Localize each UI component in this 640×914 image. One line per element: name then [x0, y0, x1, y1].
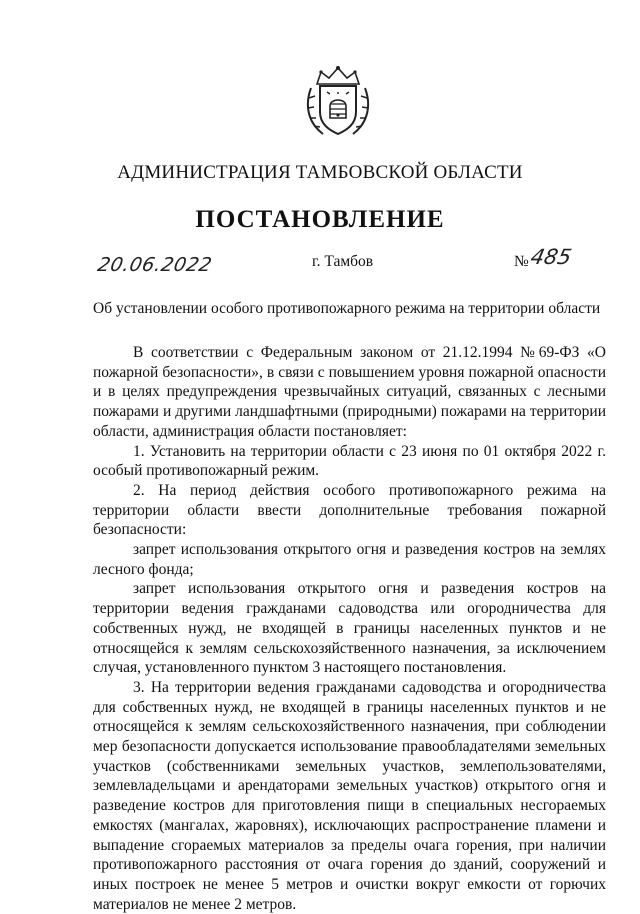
- coat-of-arms-icon: [303, 64, 373, 140]
- clause-3: 3. На территории ведения гражданами садоводства и огородничества для собственных нужд, не входящей в границы населенных пунктов и не относящейся к землям сельскохозяйственного назначения, при соблюдении мер безопасности допускается использование правообладателями земельных участков (собственниками земельных участков, землепользователями, землевладельцами и арендаторами земельных участков) открытого огня и разведение костров для приготовления пищи в специальных несгораемых емкостях (мангалах, жаровнях), исключающих распространение пламени и выпадение сгораемых материалов за пределы очага горения, при наличии противопожарного расстояния от очага горения до зданий, сооружений и иных построек не менее 5 метров и очистки вокруг емкости от горючих материалов не менее 2 метров.: [93, 678, 606, 913]
- document-date: 20.06.2022: [95, 254, 215, 276]
- clause-2-item-2: запрет использования открытого огня и разведения костров на территории ведения гражданами садоводства или огородничества для собственных нужд, не входящей в границы населенных пунктов и не относящейся к землям сельскохозяйственного назначения, за исключением случая, установленного пунктом 3 настоящего постановления.: [93, 580, 606, 677]
- document-city: г. Тамбов: [312, 253, 374, 270]
- document-number: 485: [528, 245, 574, 269]
- document-type: ПОСТАНОВЛЕНИЕ: [195, 206, 445, 233]
- clause-2: 2. На период действия особого противопожарного режима на территории области ввести дополнительные требования пожарной безопасности:: [93, 481, 606, 539]
- organization-title: АДМИНИСТРАЦИЯ ТАМБОВСКОЙ ОБЛАСТИ: [117, 162, 523, 183]
- clause-1: 1. Установить на территории области с 23 июня по 01 октября 2022 г. особый противопожарный режим.: [93, 442, 606, 480]
- clause-2-item-1: запрет использования открытого огня и разведения костров на землях лесного фонда;: [93, 541, 606, 578]
- preamble-paragraph: В соответствии с Федеральным законом от 21.12.1994 №69-ФЗ «О пожарной безопасности», в связи с повышением уровня пожарной опасности и в целях предупреждения чрезвычайных ситуаций, связанных с лесными пожарами и другими ландшафтными (природными) пожарами на территории области, администрация области постановляет:: [93, 344, 606, 440]
- document-number-label: №: [514, 253, 529, 270]
- document-subject: Об установлении особого противопожарного режима на территории области: [93, 300, 601, 317]
- document-body: [93, 343, 606, 914]
